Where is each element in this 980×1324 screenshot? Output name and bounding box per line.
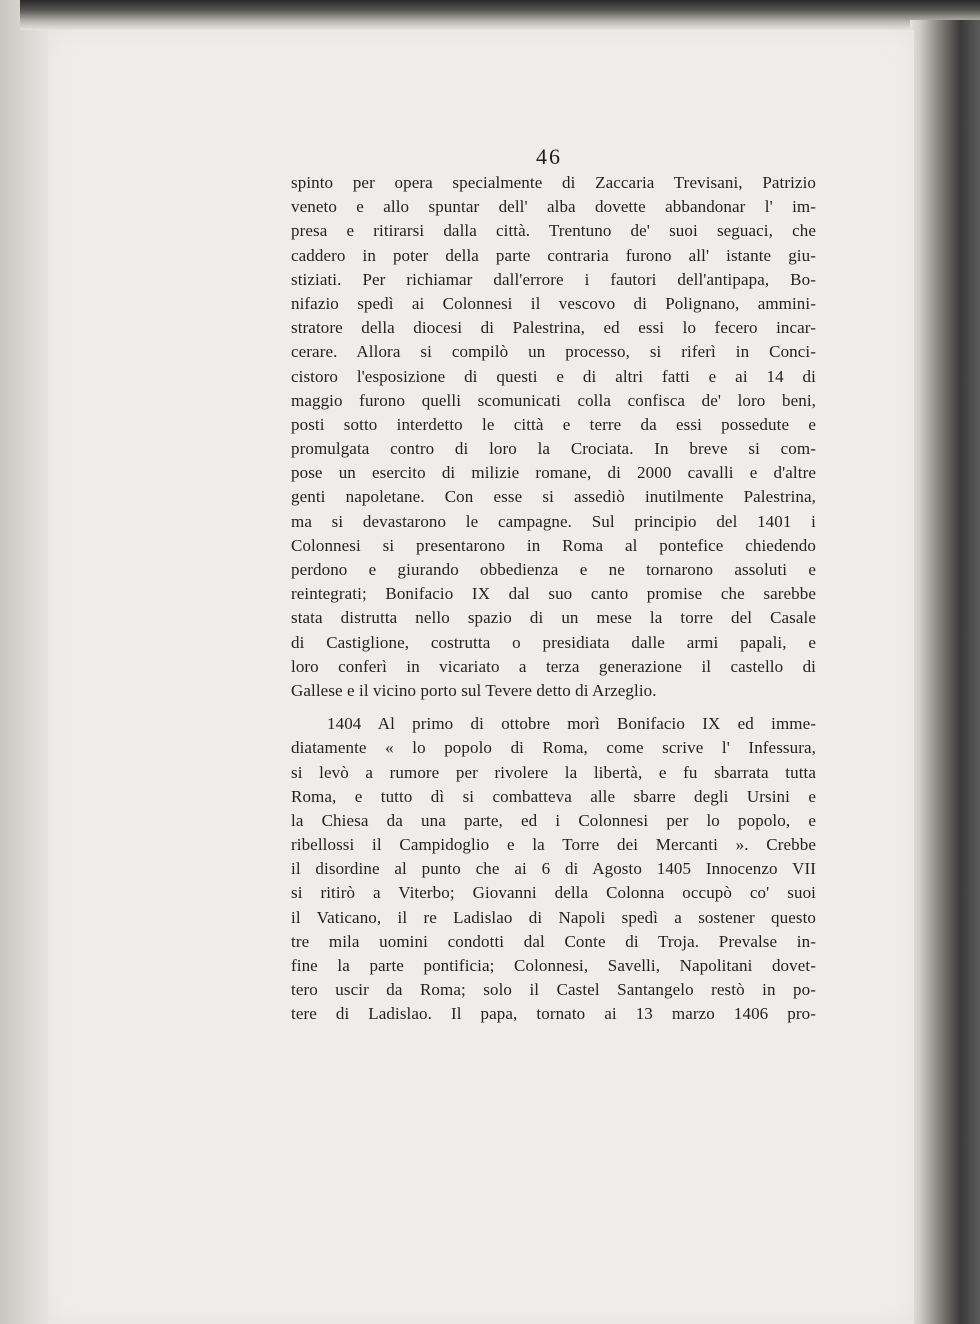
text-line: loro conferì in vicariato a terza generazione il castello di — [291, 656, 816, 676]
paragraph-gap — [291, 703, 816, 712]
text-line: ribellossi il Campidoglio e la Torre dei Mercanti ». Crebbe — [291, 835, 816, 855]
text-line: nifazio spedì ai Colonnesi il vescovo di Polignano, ammini- — [291, 293, 816, 313]
text-line: maggio furono quelli scomunicati colla confisca de' loro beni, — [291, 390, 816, 410]
text-line: caddero in poter della parte contraria furono all' istante giu- — [291, 245, 816, 265]
text-line: cerare. Allora si compilò un processo, si riferì in Conci- — [291, 342, 816, 362]
paragraph-1 — [291, 171, 816, 703]
text-line: diatamente « lo popolo di Roma, come scrive l' Infessura, — [291, 738, 816, 758]
scan-right-edge — [910, 20, 980, 1324]
text-line: si levò a rumore per rivolere la libertà, e fu sbarrata tutta — [291, 762, 816, 782]
text-line: stata distrutta nello spazio di un mese la torre del Casale — [291, 608, 816, 628]
text-line: di Castiglione, costrutta o presidiata dalle armi papali, e — [291, 632, 816, 652]
body-text — [291, 171, 816, 1027]
text-line: presa e ritirarsi dalla città. Trentuno de' suoi seguaci, che — [291, 221, 816, 241]
scan-top-edge — [20, 0, 980, 30]
text-line: cistoro l'esposizione di questi e di altri fatti e ai 14 di — [291, 366, 816, 386]
text-line: tere di Ladislao. Il papa, tornato ai 13 marzo 1406 pro- — [291, 1004, 816, 1024]
text-line: reintegrati; Bonifacio IX dal suo canto promise che sarebbe — [291, 584, 816, 604]
text-line: tre mila uomini condotti dal Conte di Troja. Prevalse in- — [291, 931, 816, 951]
text-line: Roma, e tutto dì si combatteva alle sbarre degli Ursini e — [291, 786, 816, 806]
text-line: Colonnesi si presentarono in Roma al pontefice chiedendo — [291, 535, 816, 555]
text-line: spinto per opera specialmente di Zaccaria Trevisani, Patrizio — [291, 173, 816, 192]
text-line: pose un esercito di milizie romane, di 2000 cavalli e d'altre — [291, 463, 816, 483]
page-number: 46 — [536, 144, 562, 169]
text-line: posti sotto interdetto le città e terre da essi possedute e — [291, 414, 816, 434]
text-line: il disordine al punto che ai 6 di Agosto 1405 Innocenzo VII — [291, 859, 816, 879]
text-line: promulgata contro di loro la Crociata. In breve si com- — [291, 439, 816, 459]
text-line: 1404 Al primo di ottobre morì Bonifacio IX ed imme- — [327, 714, 816, 734]
text-line: Gallese e il vicino porto sul Tevere detto di Arzeglio. — [291, 680, 657, 700]
text-line: il Vaticano, il re Ladislao di Napoli spedì a sostener questo — [291, 907, 816, 927]
text-line: stratore della diocesi di Palestrina, ed essi lo fecero incar- — [291, 318, 816, 338]
paragraph-2 — [291, 712, 816, 1026]
text-line: la Chiesa da una parte, ed i Colonnesi per lo popolo, e — [291, 810, 816, 830]
text-line: ma si devastarono le campagne. Sul principio del 1401 i — [291, 511, 816, 531]
text-line: veneto e allo spuntar dell' alba dovette abbandonar l' im- — [291, 197, 816, 217]
text-line: perdono e giurando obbedienza e ne tornarono assoluti e — [291, 560, 816, 579]
text-line: stiziati. Per richiamar dall'errore i fautori dell'antipapa, Bo- — [291, 269, 816, 289]
text-line: genti napoletane. Con esse si assediò inutilmente Palestrina, — [291, 487, 816, 507]
text-line: fine la parte pontificia; Colonnesi, Savelli, Napolitani dovet- — [291, 956, 816, 975]
text-line: si ritirò a Viterbo; Giovanni della Colonna occupò co' suoi — [291, 883, 816, 903]
text-line: tero uscir da Roma; solo il Castel Santangelo restò in po- — [291, 980, 816, 1000]
